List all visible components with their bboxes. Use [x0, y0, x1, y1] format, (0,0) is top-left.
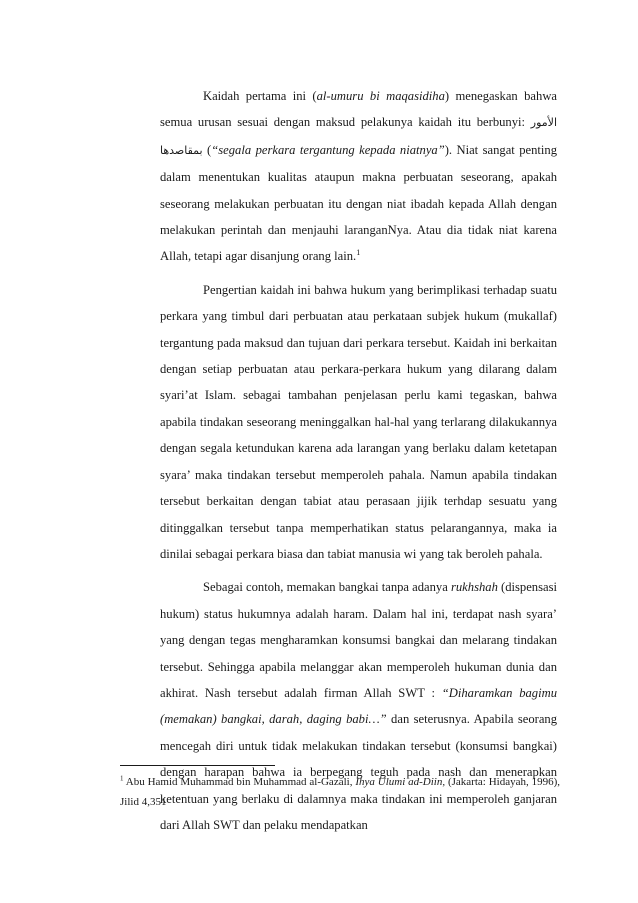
footnote-separator [120, 765, 275, 766]
footnote-ref: 1 [356, 248, 361, 258]
footnote-1 [120, 772, 560, 812]
italic-text: “segala perkara tergantung kepada niatnya” [211, 142, 445, 157]
italic-text: al-umuru bi maqasidiha [316, 89, 445, 103]
text-run: ( [202, 142, 212, 157]
text-run: Sebagai contoh, memakan bangkai tanpa adanya [203, 580, 451, 595]
text-run: dan seterusnya. Apabila seorang mencegah diri untuk tidak melakukan tindakan tersebut (konsumsi bangkai) dengan harapan bahwa ia berpegang teguh pada nash dan menerapkan ketentuan yang berlaku di dalamnya maka tindakan ini memperoleh ganjaran dari Allah SWT dan pelaku mendapatkan [160, 712, 558, 832]
paragraph-kaidah-pertama [160, 83, 557, 270]
text-run: (Jakarta: Hidayah, 1996), Jilid 4,351 [120, 776, 561, 808]
text-run: Pengertian kaidah ini bahwa hukum yang berimplikasi terhadap suatu perkara yang timbul dari perbuatan atau perkataan subjek hukum (mukallaf) tergantung pada maksud dan tujuan dari perkara tersebut. Kaidah ini berkaitan dengan setiap perbuatan atau perkara-perkara hukum yang dilarang dalam syari’at Islam. sebagai tambahan penjelasan perlu kami tegaskan, bahwa apabila tindakan seseorang meninggalkan hal-hal yang terlarang dilakukannya dengan segala ketundukan karena ada larangan yang berlaku dalam ketetapan syara’ maka tindakan tersebut memperoleh pahala. Namun apabila tindakan tersebut berkaitan dengan tabiat atau perasaan jijik terhdap sesuatu yang ditinggalkan tersebut tanpa memperhatikan status pelarangannya, maka ia dinilai sebagai perkara biasa dan tabiat manusia wi yang tak beroleh pahala. [160, 282, 557, 561]
text-run: ). Niat sangat penting dalam menentukan kualitas ataupun makna perbuatan seseorang, apakah seseorang melakukan perbuatan itu dengan niat ibadah kepada Allah dengan melakukan perintah dan menjauhi laranganNya. Atau dia tidak niat karena Allah, tetapi agar disanjung orang lain. [160, 142, 558, 264]
text-run: (dispensasi hukum) status hukumnya adalah haram. Dalam hal ini, terdapat nash syara’ yang dengan tegas mengharamkan konsumsi bangkai dan melarang tindakan tersebut. Sehingga apabila melanggar akan memperoleh hukuman dunia dan akhirat. Nash tersebut adalah firman Allah SWT : [160, 580, 557, 700]
footnote-ref: 1 [120, 774, 124, 783]
arabic-text: الأمور بمقاصدها [160, 116, 557, 157]
body-text [160, 83, 557, 845]
italic-text: “Diharamkan bagimu (memakan) bangkai, darah, daging babi…” [160, 685, 557, 727]
italic-text: rukhshah [450, 580, 498, 595]
text-run: Abu Hamid Muhammad bin Muhammad al-Gazali, [123, 776, 356, 788]
text-run: ) menegaskan bahwa semua urusan sesuai dengan maksud pelakunya kaidah itu berbunyi: [160, 89, 558, 130]
text-run: Kaidah pertama ini ( [203, 89, 317, 103]
paragraph-pengertian-kaidah [160, 277, 557, 567]
italic-text: Ihya Ulumi ad-Diin, [355, 776, 446, 788]
